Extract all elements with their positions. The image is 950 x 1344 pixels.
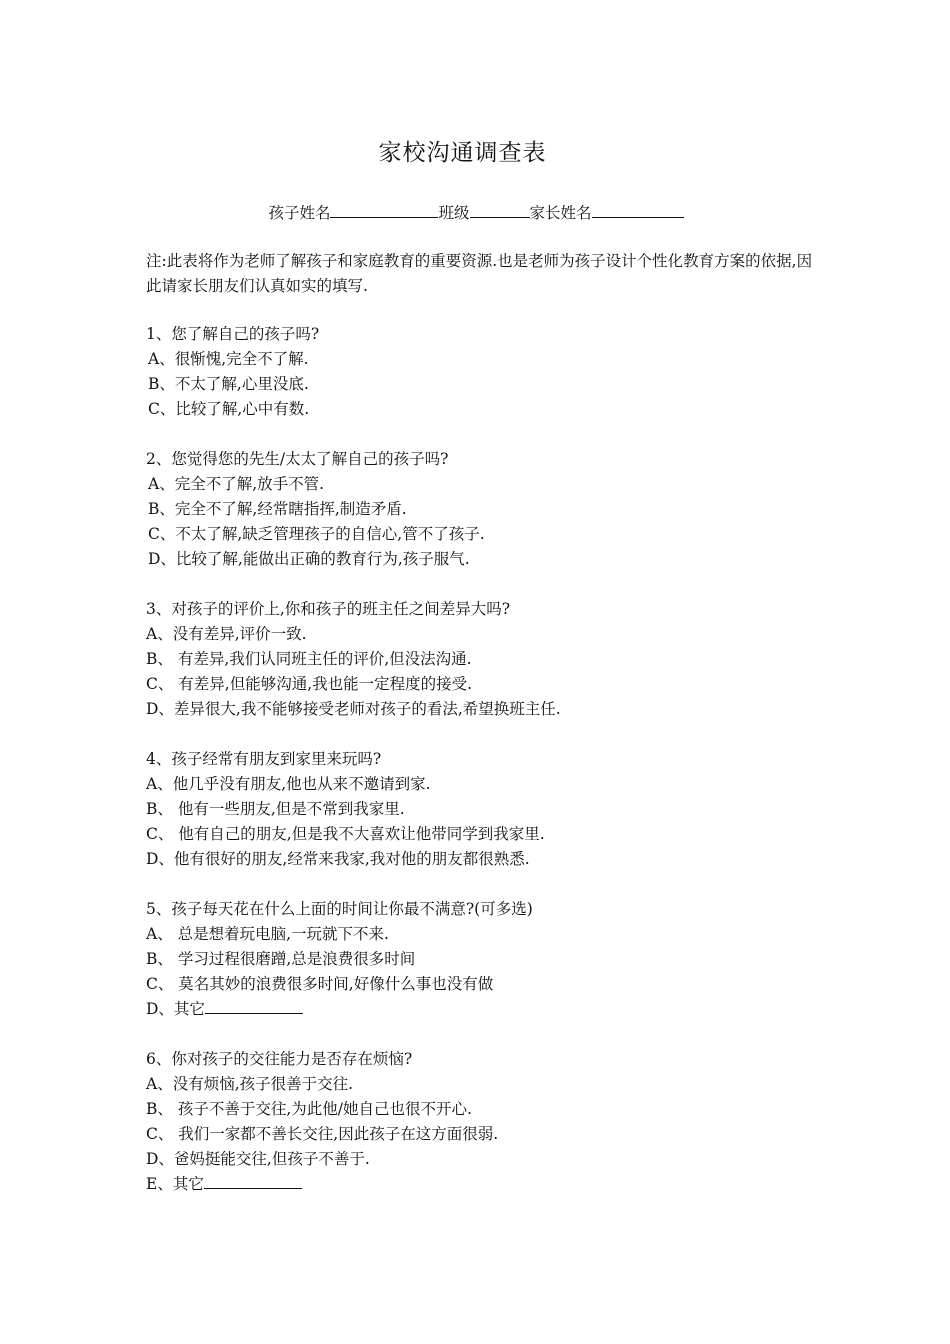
option-a[interactable]: A、完全不了解,放手不管. [148,475,325,493]
option-b[interactable]: B、 有差异,我们认同班主任的评价,但没法沟通. [146,650,472,668]
question-6 [146,1047,826,1197]
option-d-label: D、其它 [146,1000,205,1018]
other-answer-field[interactable] [205,998,303,1014]
option-c[interactable]: C、比较了解,心中有数. [148,400,310,418]
option-d[interactable]: D、差异很大,我不能够接受老师对孩子的看法,希望换班主任. [146,700,561,718]
info-line [0,201,950,223]
question-text: 5、孩子每天花在什么上面的时间让你最不满意?(可多选) [146,900,533,918]
question-5 [146,897,826,1022]
option-c[interactable]: C、 我们一家都不善长交往,因此孩子在这方面很弱. [146,1125,499,1143]
question-2 [146,447,826,572]
other-answer-field[interactable] [204,1173,302,1189]
option-a[interactable]: A、很惭愧,完全不了解. [148,350,309,368]
option-c[interactable]: C、 有差异,但能够沟通,我也能一定程度的接受. [146,675,473,693]
option-c[interactable]: C、不太了解,缺乏管理孩子的自信心,管不了孩子. [148,525,485,543]
option-b[interactable]: B、不太了解,心里没底. [148,375,309,393]
parent-name-label: 家长姓名 [529,204,592,222]
question-3 [146,597,826,722]
option-a[interactable]: A、 总是想着玩电脑,一玩就下不来. [146,925,389,943]
option-e-label: E、其它 [146,1175,204,1193]
option-b[interactable]: B、完全不了解,经常瞎指挥,制造矛盾. [148,500,407,518]
option-d[interactable]: D、比较了解,能做出正确的教育行为,孩子服气. [148,550,470,568]
option-d[interactable] [146,997,826,1022]
option-e[interactable] [146,1172,826,1197]
question-text: 6、你对孩子的交往能力是否存在烦恼? [146,1050,413,1068]
question-text: 1、您了解自己的孩子吗? [146,325,320,343]
option-d[interactable]: D、他有很好的朋友,经常来我家,我对他的朋友都很熟悉. [146,850,530,868]
question-text: 2、您觉得您的先生/太太了解自己的孩子吗? [146,450,449,468]
option-c[interactable]: C、 莫名其妙的浪费很多时间,好像什么事也没有做 [146,975,494,993]
option-b[interactable]: B、 他有一些朋友,但是不常到我家里. [146,800,405,818]
option-c[interactable]: C、 他有自己的朋友,但是我不大喜欢让他带同学到我家里. [146,825,545,843]
question-1 [146,322,826,422]
parent-name-field[interactable] [592,202,684,218]
option-a[interactable]: A、他几乎没有朋友,他也从来不邀请到家. [146,775,431,793]
class-label: 班级 [438,204,470,222]
question-list [146,322,826,1222]
option-a[interactable]: A、没有烦恼,孩子很善于交往. [146,1075,354,1093]
document-title: 家校沟通调查表 [378,140,547,166]
option-a[interactable]: A、没有差异,评价一致. [146,625,307,643]
question-4 [146,747,826,872]
child-name-field[interactable] [330,202,438,218]
class-field[interactable] [470,202,530,218]
instruction-note: 注:此表将作为老师了解孩子和家庭教育的重要资源.也是老师为孩子设计个性化教育方案的依据,因此请家长朋友们认真如实的填写. [146,252,813,295]
option-b[interactable]: B、 孩子不善于交往,为此他/她自己也很不开心. [146,1100,472,1118]
question-text: 4、孩子经常有朋友到家里来玩吗? [146,750,382,768]
child-name-label: 孩子姓名 [268,204,331,222]
option-b[interactable]: B、 学习过程很磨蹭,总是浪费很多时间 [146,950,416,968]
question-text: 3、对孩子的评价上,你和孩子的班主任之间差异大吗? [146,600,511,618]
option-d[interactable]: D、爸妈挺能交往,但孩子不善于. [146,1150,370,1168]
